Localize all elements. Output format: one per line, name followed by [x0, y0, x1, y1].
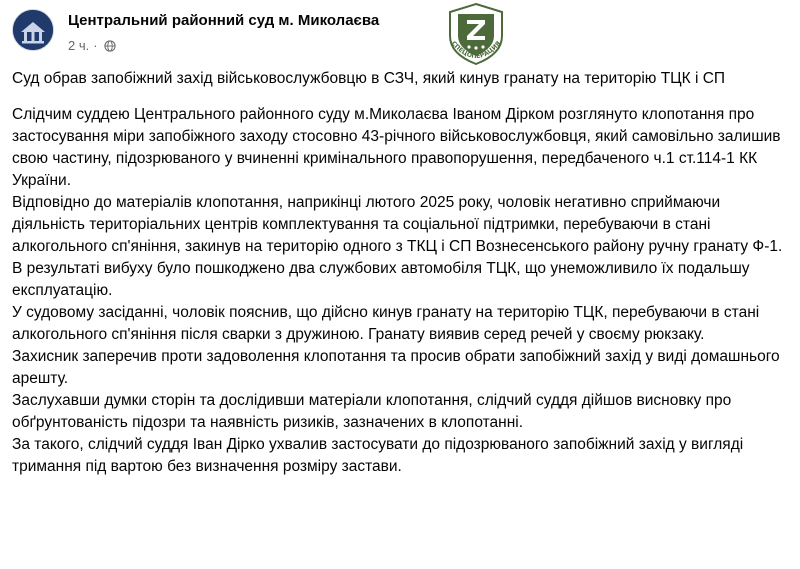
post-meta: [68, 38, 116, 53]
watermark-text: СПЕЦОПЕРАЦИЯ: [449, 40, 503, 61]
meta-separator: ·: [93, 38, 98, 53]
page-name-link[interactable]: Центральний районний суд м. Миколаєва: [68, 12, 380, 29]
post-paragraph: Відповідно до матеріалів клопотання, наприкінці лютого 2025 року, чоловік негативно сприймаючи діяльність територіальних центрів комплектування та соціальної підтримки, перебуваючи в стані алкогольного сп'яніння, закинув на територію одного з ТКЦ і СП Вознесенського району ручну гранату Ф-1.: [12, 194, 783, 255]
post-paragraph: В результаті вибуху було пошкоджено два службових автомобіля ТЦК, що унеможливило їх подальшу експлуатацію.: [12, 260, 750, 299]
court-emblem-icon: [13, 10, 53, 50]
post-paragraph: Захисник заперечив проти задоволення клопотання та просив обрати запобіжний захід у виді домашнього арешту.: [12, 348, 780, 387]
z-shield-logo: [436, 2, 516, 66]
post-headline: Суд обрав запобіжний захід військовослужбовцю в СЗЧ, який кинув гранату на територію ТЦК і СП: [12, 70, 726, 87]
post-paragraph: Заслухавши думки сторін та дослідивши матеріали клопотання, слідчий суддя дійшов висновку про обґрунтованість підозри та наявність ризиків, зазначених в клопотанні.: [12, 392, 732, 431]
post-paragraph: За такого, слідчий суддя Іван Дірко ухвалив застосувати до підозрюваного запобіжний захід у вигляді тримання під вартою без визначення розміру застави.: [12, 436, 744, 475]
z-shield-icon: [436, 2, 516, 66]
post-paragraph: Слідчим суддею Центрального районного суду м.Миколаєва Іваном Дірком розглянуто клопотання про застосування міри запобіжного заходу стосовно 43-річного військовослужбовця, який самовільно залишив свою частину, підозрюваного у вчиненні кримінального правопорушення, передбаченого ч.1 ст.114-1 КК України.: [12, 106, 781, 189]
post-paragraph: У судовому засіданні, чоловік пояснив, що дійсно кинув гранату на територію ТЦК, перебуваючи в стані алкогольного сп'яніння після сварки з дружиною. Гранату виявив серед речей у своєму рюкзаку.: [12, 304, 760, 343]
page-avatar[interactable]: [12, 9, 54, 51]
post-time[interactable]: 2 ч.: [68, 38, 90, 53]
globe-icon[interactable]: [104, 40, 116, 52]
post-body: [12, 68, 792, 478]
